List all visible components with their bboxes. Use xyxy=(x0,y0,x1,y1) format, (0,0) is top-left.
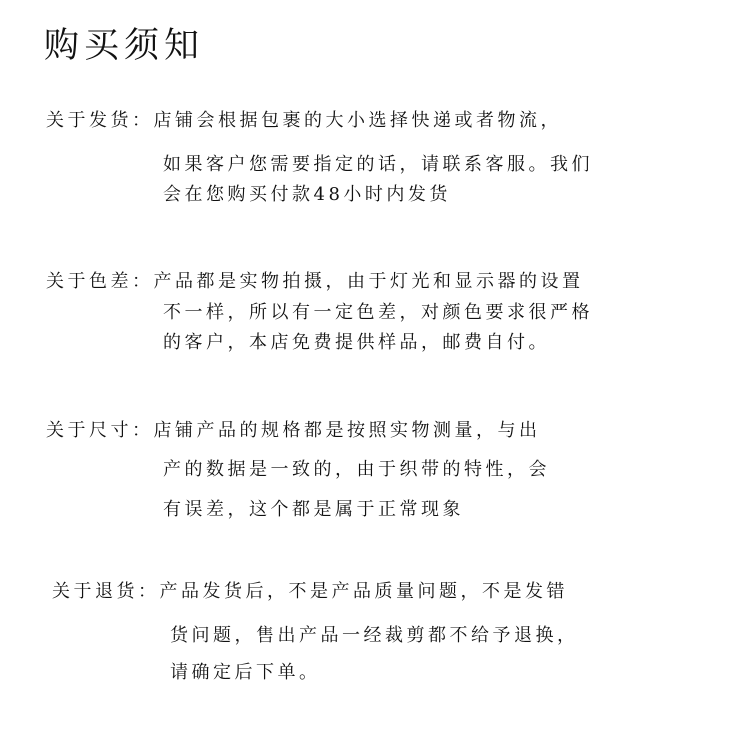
section-returns-text-3: 请确定后下单。 xyxy=(170,662,321,683)
section-returns-line-2 xyxy=(170,623,579,649)
section-returns-text-1: 产品发货后，不是产品质量问题，不是发错 xyxy=(159,581,568,602)
section-color-text-2: 不一样，所以有一定色差，对颜色要求很严格 xyxy=(163,302,593,323)
section-shipping-line-1 xyxy=(46,108,562,134)
section-size-line-3 xyxy=(163,497,464,523)
section-shipping-line-2 xyxy=(163,152,593,178)
section-color-text-1: 产品都是实物拍摄，由于灯光和显示器的设置 xyxy=(153,271,584,292)
section-shipping-text-3: 会在您购买付款48小时内发货 xyxy=(163,184,451,205)
page-title: 购买须知 xyxy=(44,26,205,66)
section-shipping-text-2: 如果客户您需要指定的话，请联系客服。我们 xyxy=(163,154,593,175)
section-size-line-2 xyxy=(163,457,550,483)
section-color-text-3: 的客户，本店免费提供样品，邮费自付。 xyxy=(163,332,550,353)
section-size-text-1: 店铺产品的规格都是按照实物测量，与出 xyxy=(153,420,541,441)
section-shipping-label: 关于发货： xyxy=(46,110,154,131)
section-color-label: 关于色差： xyxy=(46,271,154,292)
section-returns-text-2: 货问题，售出产品一经裁剪都不给予退换， xyxy=(170,625,579,646)
section-returns-line-1 xyxy=(52,579,568,605)
section-size-text-2: 产的数据是一致的，由于织带的特性，会 xyxy=(163,459,550,480)
section-returns-label: 关于退货： xyxy=(52,581,160,602)
section-size-text-3: 有误差，这个都是属于正常现象 xyxy=(163,499,464,520)
section-returns-line-3 xyxy=(170,660,321,686)
section-shipping-line-3 xyxy=(163,182,451,208)
section-size-line-1 xyxy=(46,418,541,444)
section-color-line-3 xyxy=(163,330,550,356)
section-shipping-text-1: 店铺会根据包裹的大小选择快递或者物流， xyxy=(153,110,562,131)
section-color-line-2 xyxy=(163,300,593,326)
section-color-line-1 xyxy=(46,269,584,295)
section-size-label: 关于尺寸： xyxy=(46,420,154,441)
